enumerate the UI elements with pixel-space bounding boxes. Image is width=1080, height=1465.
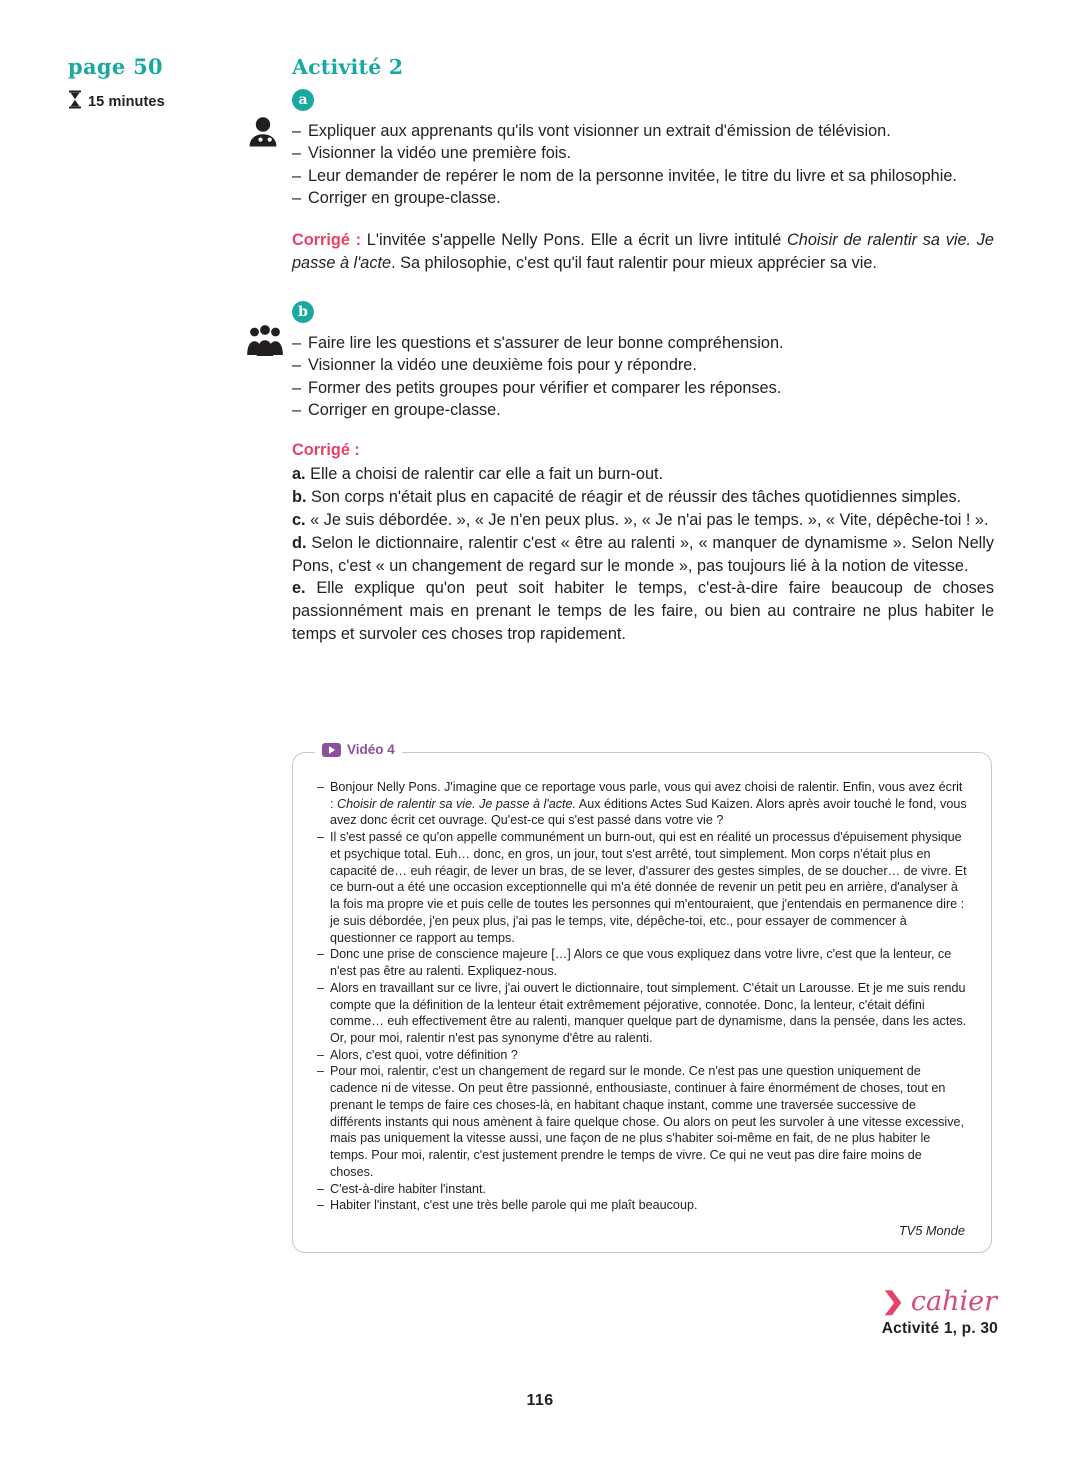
play-icon bbox=[322, 743, 341, 757]
book-title-italic: Choisir de ralentir sa vie. Je passe à l'acte. bbox=[337, 796, 576, 811]
page-number: 116 bbox=[526, 1392, 554, 1409]
single-person-icon bbox=[246, 115, 280, 154]
corrige-a bbox=[292, 229, 994, 275]
instruction-item: – Former des petits groupes pour vérifier et comparer les réponses. bbox=[292, 377, 994, 399]
activity-part-a bbox=[292, 89, 994, 275]
corrige-label: Corrigé : bbox=[292, 440, 360, 459]
answer-text: Son corps n'était plus en capacité de réagir et de réussir des tâches quotidiennes simples. bbox=[306, 488, 962, 507]
answer-list bbox=[292, 463, 994, 646]
instruction-item: – Visionner la vidéo une première fois. bbox=[292, 142, 994, 164]
cahier-callout bbox=[882, 1288, 998, 1338]
main-column bbox=[292, 55, 994, 646]
corrige-text-after: . Sa philosophie, c'est qu'il faut ralentir pour mieux apprécier sa vie. bbox=[391, 253, 877, 272]
corrige-label: Corrigé : bbox=[292, 230, 362, 249]
transcript-list bbox=[317, 779, 967, 1214]
activity-part-b bbox=[292, 301, 994, 646]
page-reference: page 50 bbox=[68, 54, 163, 79]
answer-row bbox=[292, 532, 994, 578]
answer-key: b. bbox=[292, 488, 307, 507]
instruction-list-a bbox=[292, 120, 994, 210]
answer-row bbox=[292, 463, 994, 486]
answer-text: « Je suis débordée. », « Je n'en peux plus. », « Je n'ai pas le temps. », « Vite, dépêche-toi ! ». bbox=[305, 510, 989, 529]
instruction-item: – Corriger en groupe-classe. bbox=[292, 187, 994, 209]
answer-key: a. bbox=[292, 465, 306, 484]
book-title-italic: Choisir de ralentir sa vie. Je passe à l'acte bbox=[292, 230, 994, 272]
corrige-b-label-row bbox=[292, 439, 994, 462]
margin-column bbox=[68, 55, 258, 114]
duration-label: 15 minutes bbox=[88, 94, 165, 111]
transcript-line: – Alors en travaillant sur ce livre, j'ai ouvert le dictionnaire, tout simplement. C'était un Larousse. Et je me suis rendu compte que la définition de la lenteur était extrêmement péjorative, connotée. Donc, la lenteur, c'était défini comme… euh effectivement être au ralenti, manquer quelque part de dynamisme, dans la pensée, dans les actes. Or, pour moi, ralentir n'est pas synonyme d'être au ralenti. bbox=[317, 980, 967, 1047]
page-title: Activité 2 bbox=[292, 55, 404, 79]
group-of-people-icon bbox=[246, 325, 284, 362]
cahier-reference: Activité 1, p. 30 bbox=[881, 1320, 998, 1337]
video-transcript-box bbox=[292, 742, 992, 1253]
instruction-item: – Expliquer aux apprenants qu'ils vont visionner un extrait d'émission de télévision. bbox=[292, 120, 994, 142]
answer-text: Selon le dictionnaire, ralentir c'est « être au ralenti », « manquer de dynamisme ». Selon Nelly Pons, c'est « un changement de regard sur le monde », pas toujours lié à la notion de vitesse. bbox=[292, 533, 994, 575]
transcript-line: – Bonjour Nelly Pons. J'imagine que ce reportage vous parle, vous qui avez choisi de ralentir. Enfin, vous avez écrit : Choisir de ralentir sa vie. Je passe à l'acte. Aux éditions Actes Sud Kaizen. Alors après avoir touché le fond, vous avez donc écrit cet ouvrage. Qu'est-ce qui s'est passé dans votre vie ? bbox=[317, 779, 967, 829]
part-badge-b: b bbox=[292, 301, 314, 323]
part-badge-a: a bbox=[292, 89, 314, 111]
answer-row bbox=[292, 509, 994, 532]
answer-key: c. bbox=[292, 510, 306, 529]
instruction-list-b bbox=[292, 332, 994, 422]
duration-indicator bbox=[68, 90, 258, 114]
transcript-line: – C'est-à-dire habiter l'instant. bbox=[317, 1181, 967, 1198]
answer-row bbox=[292, 486, 994, 509]
answer-text: Elle explique qu'on peut soit habiter le temps, c'est-à-dire faire beaucoup de choses passionnément mais en prenant le temps de les faire, ou bien au contraire ne plus habiter le temps et survoler ces choses trop rapidement. bbox=[292, 579, 994, 643]
answer-text: Elle a choisi de ralentir car elle a fait un burn-out. bbox=[305, 465, 664, 484]
arrow-right-icon: ❯ bbox=[881, 1287, 905, 1315]
corrige-text-before: L'invitée s'appelle Nelly Pons. Elle a écrit un livre intitulé bbox=[361, 230, 787, 249]
answer-key: d. bbox=[292, 533, 307, 552]
answer-key: e. bbox=[292, 579, 306, 598]
transcript-line: – Il s'est passé ce qu'on appelle communément un burn-out, qui est en réalité un processus d'épuisement physique et psychique total. Euh… donc, en gros, un jour, tout s'est arrêté, tout simplement. Mon corps n'était plus en capacité de… euh réagir, de lever un bras, de se lever, d'assurer des gestes simples, de se doucher… de vivre. Et ce burn-out a été une occasion exceptionnelle qui m'a été donnée de revenir un petit peu en arrière, d'analyser à la fois ma propre vie et puis celle de toutes les personnes qui m'entouraient, que j'entendais en permanence dire : je suis débordée, j'en peux plus, j'ai pas le temps, vite, dépêche-toi, etc., pour essayer de commencer à questionner ce rapport au temps. bbox=[317, 829, 967, 946]
instruction-item: – Corriger en groupe-classe. bbox=[292, 399, 994, 421]
instruction-item: – Visionner la vidéo une deuxième fois pour y répondre. bbox=[292, 354, 994, 376]
cahier-row bbox=[882, 1288, 998, 1315]
answer-row bbox=[292, 577, 994, 645]
transcript-source: TV5 Monde bbox=[898, 1223, 965, 1239]
transcript-line: – Alors, c'est quoi, votre définition ? bbox=[317, 1047, 967, 1064]
transcript-line: – Pour moi, ralentir, c'est un changement de regard sur le monde. Ce n'est pas une question uniquement de cadence ni de vitesse. On peut être passionné, enthousiaste, continuer à faire énormément de choses, tout en prenant le temps de faire ces choses-là, en habitant chaque instant, comme une traversée successive de différents instants qui nous amènent à faire quelque chose. Ou alors on peut les survoler à une vitesse excessive, mais pas uniquement la vitesse aussi, une façon de ne plus s'habiter soi-même en fait, de ne plus habiter le temps. Pour moi, ralentir, c'est justement prendre le temps de vivre. Ce qui ne veut pas dire faire moins de choses. bbox=[317, 1063, 967, 1180]
instruction-item: – Faire lire les questions et s'assurer de leur bonne compréhension. bbox=[292, 332, 994, 354]
transcript-line: – Donc une prise de conscience majeure […] Alors ce que vous expliquez dans votre livre, c'est que la lenteur, ce n'est pas être au ralenti. Expliquez-nous. bbox=[317, 946, 967, 979]
hourglass-icon bbox=[68, 90, 82, 114]
transcript-line: – Habiter l'instant, c'est une très belle parole qui me plaît beaucoup. bbox=[317, 1197, 967, 1214]
cahier-label: cahier bbox=[910, 1286, 997, 1317]
video-legend bbox=[315, 742, 402, 757]
video-legend-label: Vidéo 4 bbox=[347, 742, 395, 757]
instruction-item: – Leur demander de repérer le nom de la personne invitée, le titre du livre et sa philosophie. bbox=[292, 165, 994, 187]
